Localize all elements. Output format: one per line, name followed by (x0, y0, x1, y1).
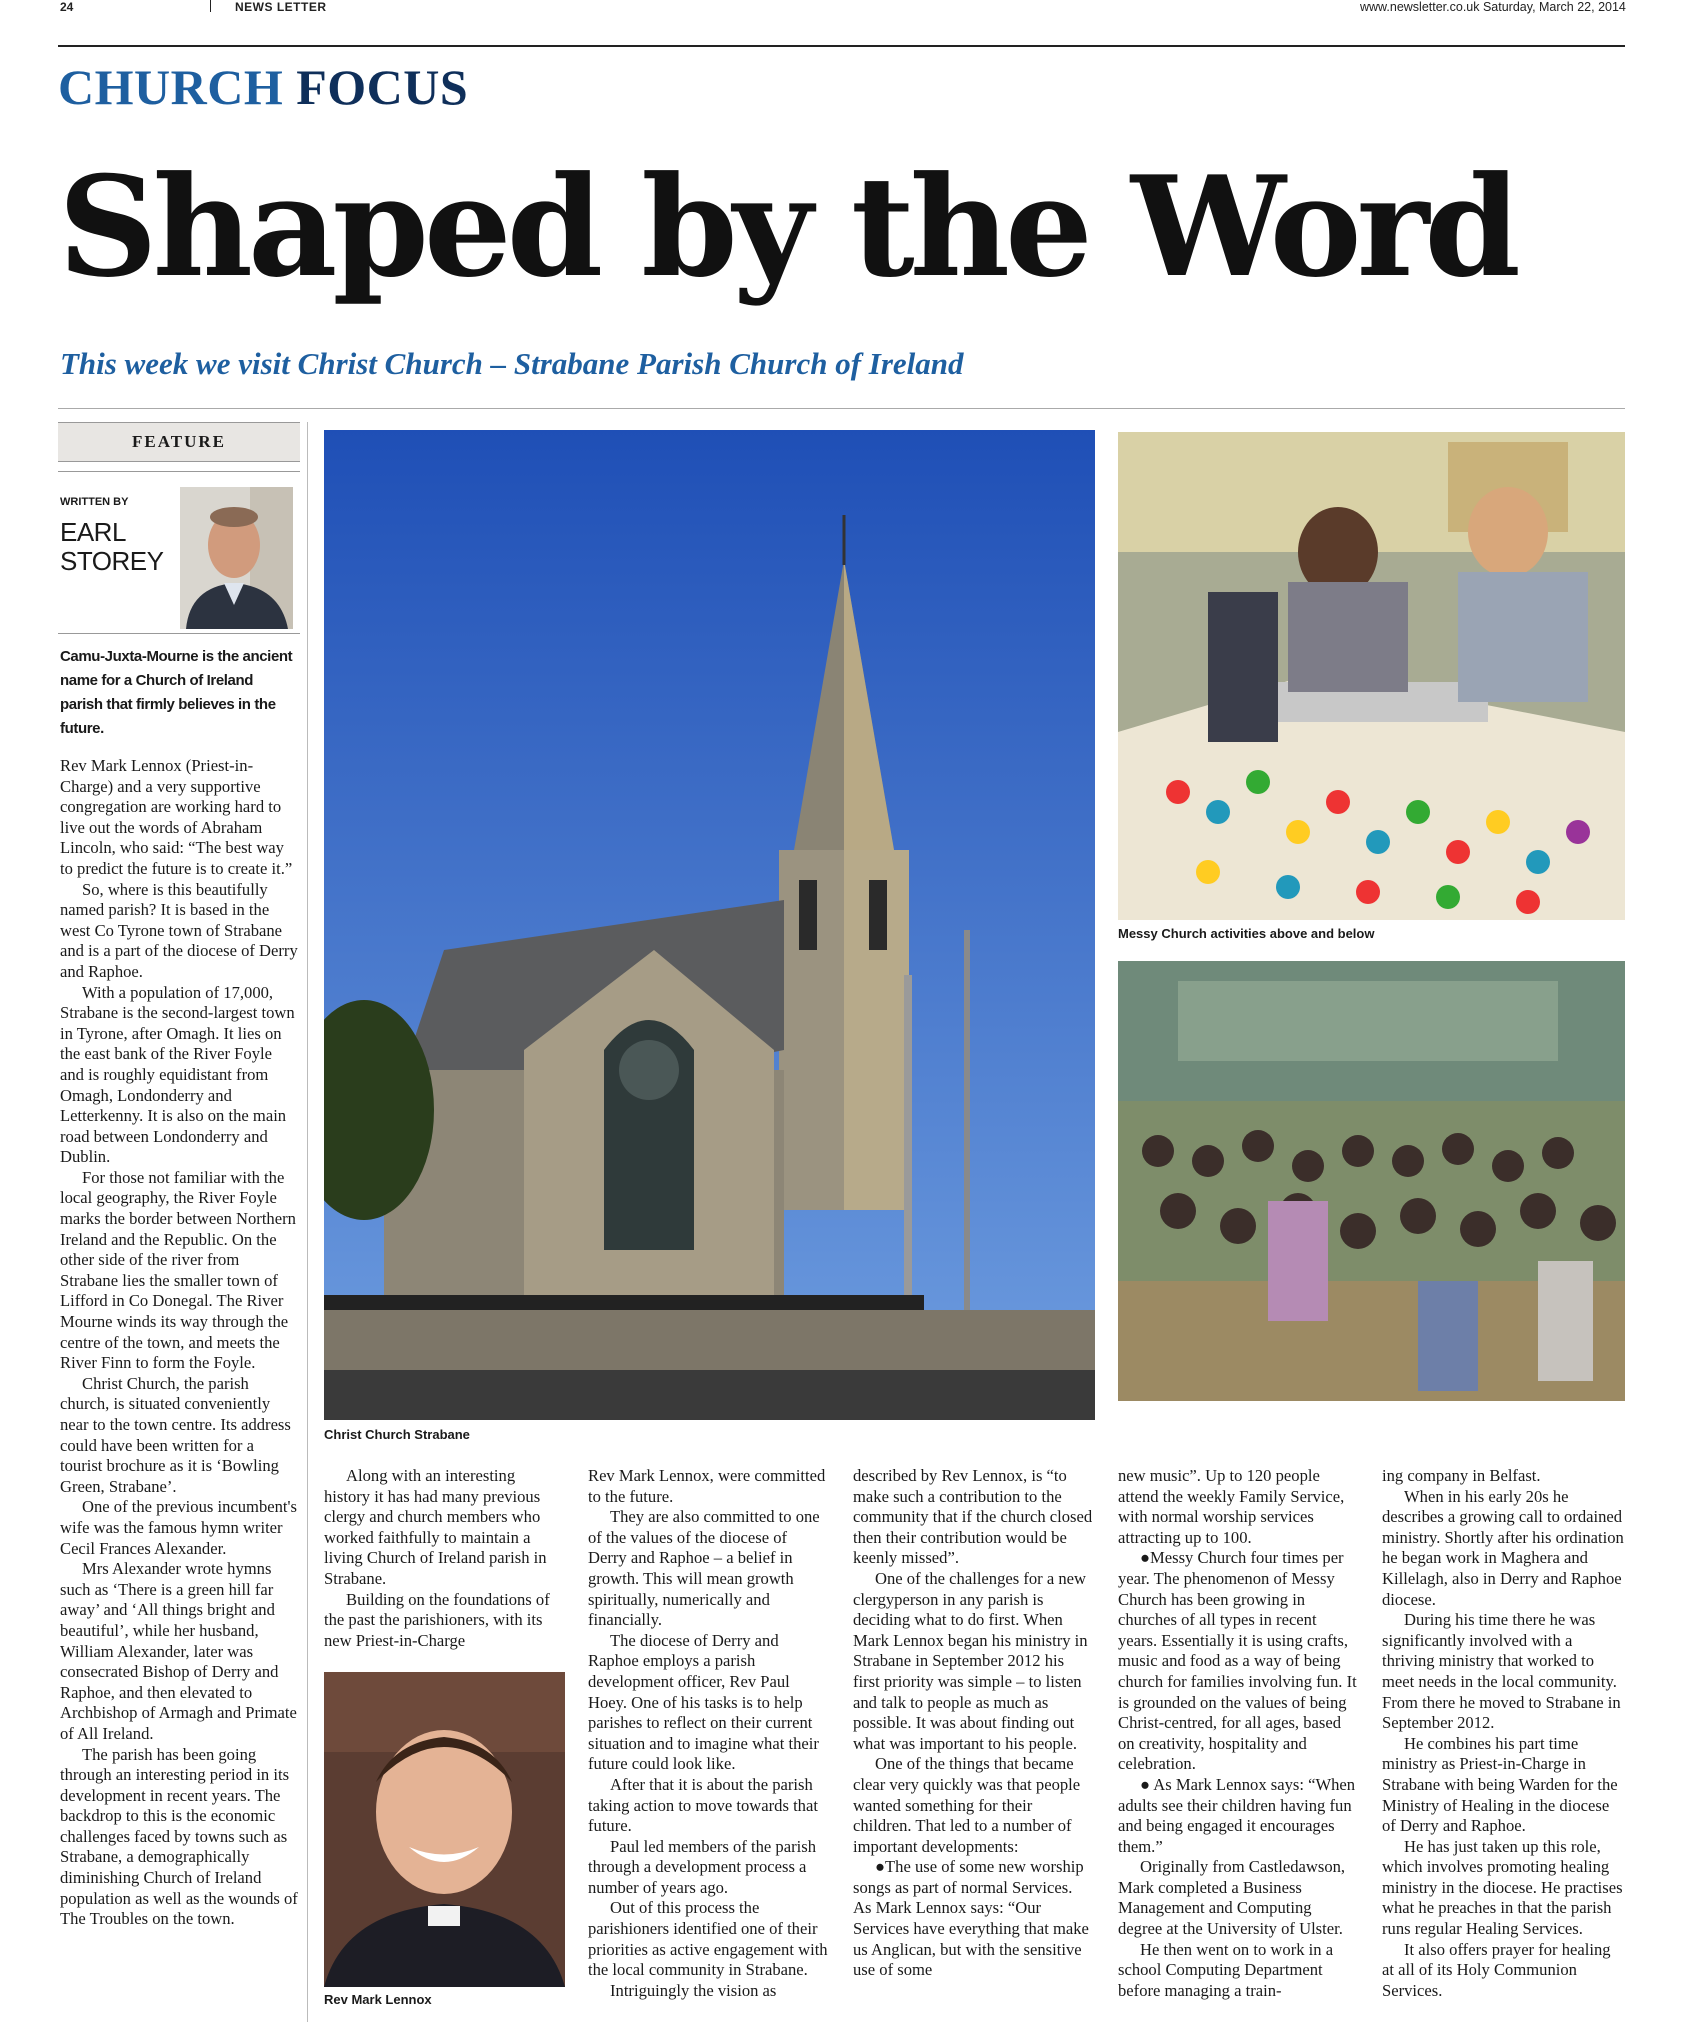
paragraph: The parish has been going through an interesting period in its development in recent years. The backdrop to this is the economic challenges faced by towns such as Strabane, a demographically diminishing Church of Ireland population as well as the wounds of The Troubles on the town. (60, 1744, 298, 1929)
author-name (60, 518, 163, 576)
paragraph: During his time there he was significantly involved with a thriving ministry that worked to meet needs in the local community. From there he moved to Strabane in September 2012. (1382, 1610, 1621, 1733)
author-rule (58, 633, 300, 634)
author-first-name: EARL (60, 517, 126, 547)
paragraph: Originally from Castledawson, Mark completed a Business Management and Computing degree at the University of Ulster. (1118, 1857, 1346, 1939)
paragraph: When in his early 20s he describes a growing call to ordained ministry. Shortly after his ordination he began work in Maghera and Killelagh, also in Derry and Raphoe diocese. (1382, 1486, 1624, 1609)
section-title (58, 58, 468, 116)
intro-text: Camu-Juxta-Mourne is the ancient name for a Church of Ireland parish that firmly believes in the future. (60, 648, 293, 737)
standfirst-rule (58, 408, 1625, 409)
paragraph: ●The use of some new worship songs as part of normal Services. As Mark Lennox says: “Our Services have everything that make us Anglican, but with the sensitive use of some (853, 1857, 1089, 1980)
column-divider (307, 422, 308, 2022)
church-photo (324, 430, 1095, 1420)
paragraph: Paul led members of the parish through a development process a number of years ago. (588, 1836, 816, 1897)
paragraph: new music”. Up to 120 people attend the weekly Family Service, with normal worship services attracting up to 100. (1118, 1466, 1345, 1547)
paragraph: One of the things that became clear very quickly was that people wanted something for their children. That led to a number of important developments: (853, 1754, 1081, 1856)
written-by-label: WRITTEN BY (60, 496, 129, 508)
paragraph: Along with an interesting history it has had many previous clergy and church members who worked faithfully to maintain a living Church of Ireland parish in Strabane. (324, 1466, 547, 1588)
top-divider (210, 0, 211, 12)
paper-name: NEWS LETTER (235, 0, 327, 14)
paragraph: Christ Church, the parish church, is situated conveniently near to the town centre. Its address could have been written for a tourist brochure as it is ‘Bowling Green, Strabane’. (60, 1373, 291, 1496)
paragraph: Building on the foundations of the past the parishioners, with its new Priest-in-Charge (324, 1589, 550, 1650)
paragraph: The diocese of Derry and Raphoe employs a parish development officer, Rev Paul Hoey. One of his tasks is to help parishes to reflect on their current situation and to imagine what their future could look like. (588, 1630, 819, 1774)
body-column-4 (853, 1466, 1094, 2022)
paragraph: They are also committed to one of the values of the diocese of Derry and Raphoe – a belief in growth. This will mean growth spiritually, numerically and financially. (588, 1507, 820, 1630)
messy-church-photo-bottom (1118, 961, 1625, 1401)
section-word-focus: FOCUS (296, 59, 469, 115)
standfirst: This week we visit Christ Church – Strabane Parish Church of Ireland (60, 346, 964, 381)
body-column-1 (60, 756, 298, 2021)
church-caption: Christ Church Strabane (324, 1427, 470, 1442)
paragraph: Rev Mark Lennox (Priest-in-Charge) and a very supportive congregation are working hard to live out the words of Abraham Lincoln, who said: “The best way to predict the future is to create it.” (60, 756, 293, 878)
paragraph: So, where is this beautifully named parish? It is based in the west Co Tyrone town of Strabane and is a part of the diocese of Derry and Raphoe. (60, 879, 298, 981)
paragraph: described by Rev Lennox, is “to make such a contribution to the community that if the church closed then their contribution would be keenly missed”. (853, 1466, 1093, 1568)
paragraph: One of the challenges for a new clergyperson in any parish is deciding what to do first. When Mark Lennox began his ministry in Strabane in September 2012 his first priority was simple – to listen and talk to people as much as possible. It was about finding out what was important to his people. (853, 1568, 1088, 1753)
top-rule (58, 45, 1625, 47)
paragraph: Rev Mark Lennox, were committed to the future. (588, 1466, 826, 1506)
paragraph: Intriguingly the vision as (610, 1980, 777, 2000)
paragraph: It also offers prayer for healing at all of its Holy Communion Services. (1382, 1939, 1611, 2000)
url-date: www.newsletter.co.uk Saturday, March 22, 2014 (1360, 0, 1626, 14)
paragraph: After that it is about the parish taking action to move towards that future. (588, 1774, 818, 1836)
paragraph: Mrs Alexander wrote hymns such as ‘There is a green hill far away’ and ‘All things bright and beautiful’, while her husband, William Alexander, later was consecrated Bishop of Derry and Raphoe, and then elevated to Archbishop of Armagh and Primate of All Ireland. (60, 1559, 297, 1743)
rev-caption: Rev Mark Lennox (324, 1992, 432, 2007)
paragraph: One of the previous incumbent's wife was the famous hymn writer Cecil Frances Alexander. (60, 1497, 297, 1558)
paragraph: He has just taken up this role, which involves promoting healing ministry in the diocese. He practises what he preaches in that the parish runs regular Healing Services. (1382, 1836, 1623, 1939)
body-column-6 (1382, 1466, 1625, 2022)
paragraph: With a population of 17,000, Strabane is the second-largest town in Tyrone, after Omagh. It lies on the east bank of the River Foyle and is roughly equidistant from Omagh, Londonderry and Letterkenny. It is also on the main road between Londonderry and Dublin. (60, 982, 295, 1167)
paragraph: Out of this process the parishioners identified one of their priorities as active engagement with the local community in Strabane. (588, 1898, 828, 1980)
author-photo (180, 487, 293, 629)
messy-church-caption: Messy Church activities above and below (1118, 926, 1375, 941)
body-column-5 (1118, 1466, 1359, 2022)
body-column-3 (588, 1466, 829, 2022)
paragraph: For those not familiar with the local geography, the River Foyle marks the border between Northern Ireland and the Republic. On the other side of the river from Strabane lies the smaller town of Lifford in Co Donegal. The River Mourne winds its way through the centre of the town, and meets the River Finn to form the Foyle. (60, 1167, 296, 1373)
page-number: 24 (60, 0, 74, 14)
headline: Shaped by the Word (58, 145, 1516, 308)
section-word-church: CHURCH (58, 59, 284, 115)
paragraph: ●Messy Church four times per year. The phenomenon of Messy Church has been growing in churches of all types in recent years. Essentially it is using crafts, music and food as a way of being church for families involving fun. It is grounded on the values of being Christ-centred, for all ages, based on creativity, hospitality and celebration. (1118, 1548, 1357, 1774)
paragraph: He combines his part time ministry as Priest-in-Charge in Strabane with being Warden for the Ministry of Healing in the diocese of Derry and Raphoe. (1382, 1733, 1618, 1836)
paragraph: ● As Mark Lennox says: “When adults see their children having fun and being engaged it encourages them.” (1118, 1774, 1356, 1856)
paragraph: He then went on to work in a school Computing Department before managing a train- (1118, 1939, 1334, 2000)
paragraph: ing company in Belfast. (1382, 1466, 1541, 1485)
rev-mark-lennox-photo (324, 1672, 565, 1987)
sidebar-rule (58, 471, 300, 472)
messy-church-photo-top (1118, 432, 1625, 920)
body-column-2 (324, 1466, 565, 1666)
feature-label: FEATURE (58, 422, 300, 462)
author-last-name: STOREY (60, 546, 164, 576)
